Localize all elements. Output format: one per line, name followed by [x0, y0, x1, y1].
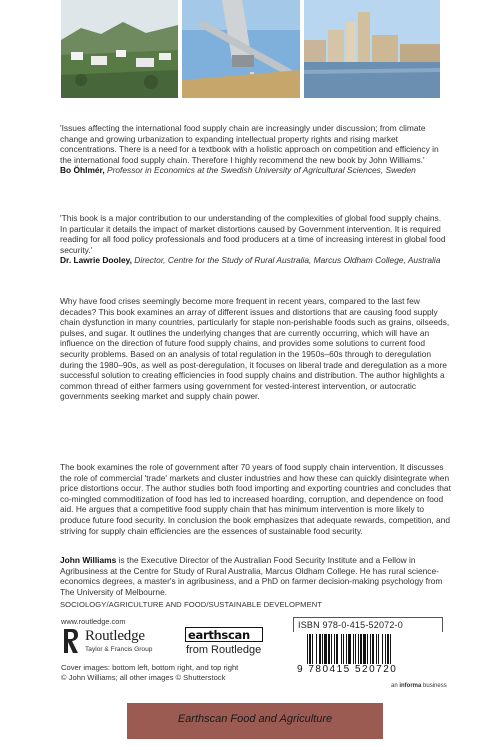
image-credits — [61, 663, 238, 682]
barcode-bar — [378, 634, 379, 664]
endorsement-quote-2 — [60, 213, 450, 266]
photo-port-terminal — [304, 0, 440, 98]
endorsement-quote-1 — [60, 123, 450, 176]
quote-2-author: Dr. Lawrie Dooley, — [60, 255, 132, 266]
barcode-bar — [334, 634, 335, 664]
barcode-bar — [336, 634, 338, 664]
description-paragraph-2: The book examines the role of government after 70 years of food supply chain intervention. It discusses the role of commercial 'trade' markets and cluster industries and how these can quickly disintegrate when price distortions occur. The author studies both food importing and exporting countries and concludes that co-mingled commoditization of food has led to increased hoarding, corruption, and dependence on food aid. He argues that a competitive food supply chain that has minimum intervention is more likely to produce future food security. In conclusion the book emphasizes that adequate rewards, competition, and striving for supply chain efficiencies are the essences of sustainable food security. — [60, 462, 451, 536]
barcode-bar — [382, 634, 383, 664]
quote-1-affiliation: Professor in Economics at the Swedish University of Agricultural Sciences, Sweden — [104, 165, 416, 176]
barcode-bar — [387, 634, 389, 664]
barcode — [293, 632, 443, 680]
barcode-bar — [309, 634, 311, 664]
barcode-bar — [346, 634, 347, 664]
earthscan-wordmark-box — [185, 627, 263, 642]
author-bio-text: is the Executive Director of the Australian Food Security Institute and a Fellow in Agribusiness at the Centre for Study of Rural Australia, Marcus Oldham College. He has rural science-economics degrees, a master's in agribusiness, and a PhD on farmer decision-making psychology from The University of Melbourne. — [60, 555, 443, 597]
routledge-name: Routledge — [85, 628, 145, 644]
barcode-bar — [385, 634, 386, 664]
earthscan-wordmark: earthscan — [188, 628, 250, 642]
barcode-bar — [348, 634, 351, 664]
barcode-bar — [341, 634, 342, 664]
barcode-bar — [390, 634, 391, 664]
earthscan-from: from Routledge — [186, 644, 262, 656]
barcode-bar — [312, 634, 313, 664]
barcode-bar — [316, 634, 317, 664]
informa-prefix: an — [391, 683, 400, 689]
description-paragraph-1: Why have food crises seemingly become more frequent in recent years, compared to the last few decades? This book examines an array of different issues and distortions that are causing food supply chain dysfunction in many countries, particularly for staple non-perishable foods such as grains, oilseeds, pulses, and sugar. It outlines the underlying changes that are currently occurring, which will have an influence on the direction of future food supply chains, and provides some solutions to current food security problems. Based on an analysis of total regulation in the 1950s–60s through to deregulation during the 1980–90s, as well as post-deregulation, it focuses on liberal trade and deregulation as a more successful solution to creating efficiencies in food supply chains and distribution. The author highlights a common thread of either farmers using government for vested-interest intervention, or autocratic governments seeking market and supply chain power. — [60, 296, 450, 402]
barcode-bar — [307, 634, 308, 664]
barcode-bar — [353, 634, 354, 664]
routledge-tagline: Taylor & Francis Group — [85, 646, 153, 653]
quote-2-attribution — [60, 255, 450, 266]
barcode-bar — [372, 634, 374, 664]
author-bio — [60, 555, 452, 597]
author-name: John Williams — [60, 555, 117, 565]
barcode-digits: 9 780415 520720 — [297, 664, 398, 675]
series-title: Earthscan Food and Agriculture — [177, 713, 333, 725]
routledge-r-icon — [61, 627, 81, 655]
image-credits-line-2: © John Williams; all other images © Shutterstock — [61, 672, 226, 682]
barcode-bar — [324, 634, 327, 664]
isbn-number: ISBN 978-0-415-52072-0 — [298, 620, 403, 630]
cover-photos — [61, 0, 440, 98]
barcode-bar — [322, 634, 323, 664]
earthscan-logo — [185, 627, 265, 659]
quote-1-text: 'Issues affecting the international food supply chain are increasingly under discussion; from climate change and growing urbanization to expanding intellectual property rights and rising market concentrations. There is a need for a textbook with a holistic approach on competition and efficiency in the international food supply chain. Therefore I highly recommend the new book by John Williams.' — [60, 123, 439, 165]
informa-suffix: business — [421, 683, 447, 689]
informa-brand: informa — [399, 683, 422, 689]
series-banner — [127, 703, 383, 739]
quote-2-affiliation: Director, Centre for the Study of Rural Australia, Marcus Oldham College, Australia — [131, 255, 441, 266]
barcode-bar — [343, 634, 344, 664]
quote-2-text: 'This book is a major contribution to our understanding of the complexities of global food supply chains. In particular it details the impact of market distortions caused by Government intervention. It is required reading for all food policy professionals and food producers at a time of increasing interest in global food security.' — [60, 213, 446, 255]
barcode-bar — [370, 634, 371, 664]
barcode-bar — [360, 634, 362, 664]
barcode-bar — [363, 634, 366, 664]
quote-1-attribution — [60, 165, 450, 176]
barcode-bar — [367, 634, 368, 664]
routledge-logo — [61, 627, 181, 659]
publisher-website: www.routledge.com — [61, 617, 126, 626]
informa-business — [391, 683, 447, 689]
photo-rural-town — [61, 0, 178, 98]
barcode-bar — [376, 634, 377, 664]
barcode-bar — [319, 634, 321, 664]
image-credits-line-1: Cover images: bottom left, bottom right, and top right — [61, 663, 239, 672]
subject-categories: SOCIOLOGY/AGRICULTURE AND FOOD/SUSTAINABLE DEVELOPMENT — [60, 600, 323, 609]
quote-1-author: Bo Öhlmér, — [60, 165, 105, 176]
barcode-bar — [358, 634, 359, 664]
barcode-bars — [307, 634, 431, 664]
barcode-bar — [355, 634, 356, 664]
barcode-bar — [328, 634, 330, 664]
barcode-bar — [331, 634, 332, 664]
photo-grain-silo — [182, 0, 300, 98]
